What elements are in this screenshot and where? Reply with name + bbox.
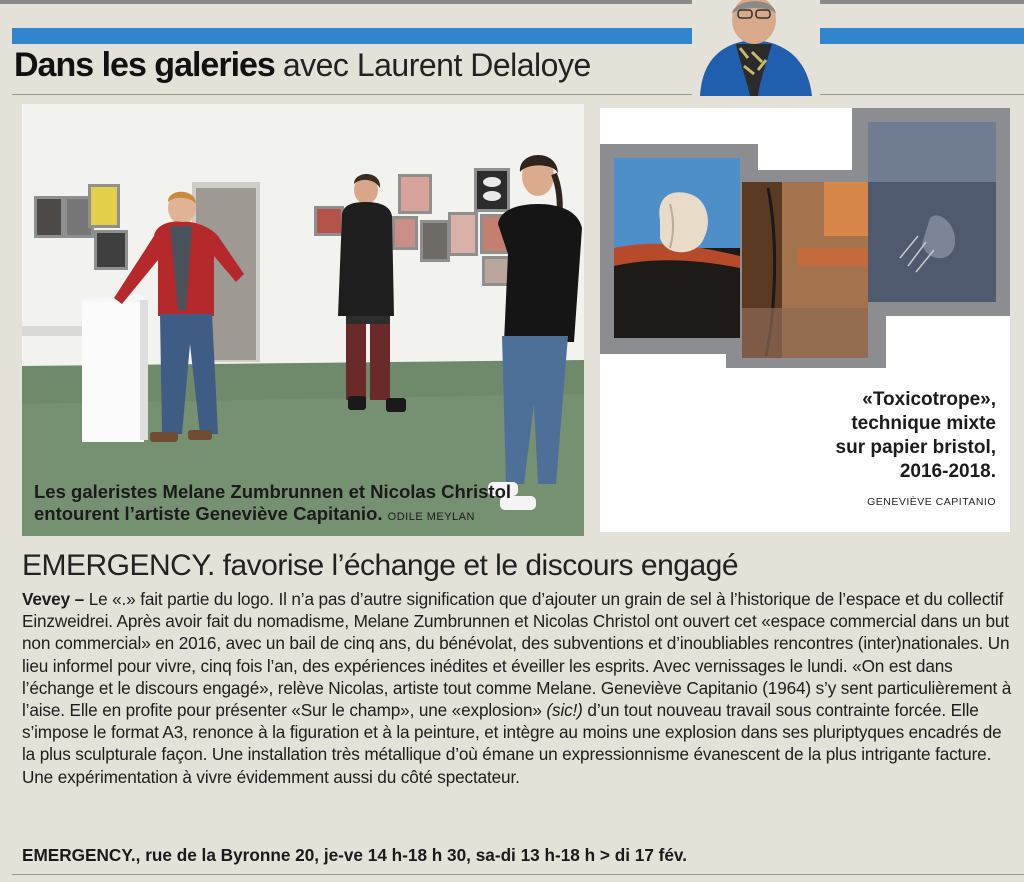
section-author: avec Laurent Delaloye: [282, 47, 591, 83]
gallery-photo-caption: [34, 481, 554, 528]
article-body: [22, 588, 1012, 788]
article-paragraph: [22, 588, 1012, 788]
bottom-rule: [12, 874, 1024, 875]
article-sic-note: (sic!): [546, 700, 583, 721]
author-portrait: [692, 0, 820, 96]
artwork-triptych-image: [600, 108, 1010, 368]
section-title: Dans les galeries: [14, 46, 275, 84]
gallery-photo-image: [22, 104, 584, 536]
section-color-band: [12, 28, 1024, 44]
author-portrait-image: [692, 0, 820, 96]
article-headline: EMERGENCY. favorise l’échange et le discours engagé: [22, 549, 739, 582]
gallery-photo-credit: ODILE MEYLAN: [387, 511, 475, 523]
artwork-caption: [736, 388, 996, 484]
gallery-photo-caption-text: Les galeristes Melane Zumbrunnen et Nicolas Christol entourent l’artiste Geneviève Capitanio.: [34, 481, 512, 524]
section-header: [14, 46, 591, 92]
artwork-caption-line: 2016-2018.: [899, 461, 996, 482]
header-rule: [12, 94, 1024, 95]
top-rule: [0, 0, 1024, 4]
artwork-caption-line: technique mixte: [851, 413, 996, 434]
article-dateline: Vevey –: [22, 589, 85, 609]
gallery-photo: [22, 104, 584, 536]
artwork-caption-line: sur papier bristol,: [835, 437, 996, 458]
artwork-credit: GENEVIÈVE CAPITANIO: [867, 496, 996, 508]
venue-info-line: EMERGENCY., rue de la Byronne 20, je-ve 14 h-18 h 30, sa-di 13 h-18 h > di 17 fév.: [22, 845, 687, 865]
article-text-part-1: Le «.» fait partie du logo. Il n’a pas d’autre signification que d’ajouter un grain de sel à l’historique de l’espace et du collectif Einzweidrei. Après avoir fait du nomadisme, Melane Zumbrunnen et Nicolas Christol ont ouvert cet «espace commercial dans un but non commercial» en 2016, avec un bail de cinq ans, du bénévolat, des subventions et d’inoubliables rencontres (inter)nationales. Un lieu informel pour vivre, cinq fois l’an, des expériences inédites et éveiller les esprits. Avec vernissages le lundi. «On est dans l’échange et le discours engagé», relève Nicolas, artiste tout comme Melane. Geneviève Capitanio (1964) s’y sent particulièrement à l’aise. Elle en profite pour présenter «Sur le champ», une «explosion»: [22, 589, 1012, 721]
artwork-photo: [600, 108, 1010, 532]
artwork-caption-line: «Toxicotrope»,: [862, 389, 996, 410]
article-text-part-2: d’un tout nouveau travail sous contrainte forcée. Elle s’impose le format A3, renonce à la figuration et à la peinture, et intègre au moins une explosion dans ses pluriptyques encadrés de la plus sculpturale façon. Une installation très métallique d’où émane un expressionnisme évanescent de la plus intrigante facture. Une expérimentation à vivre évidemment aussi du côté spectateur.: [22, 700, 1002, 787]
